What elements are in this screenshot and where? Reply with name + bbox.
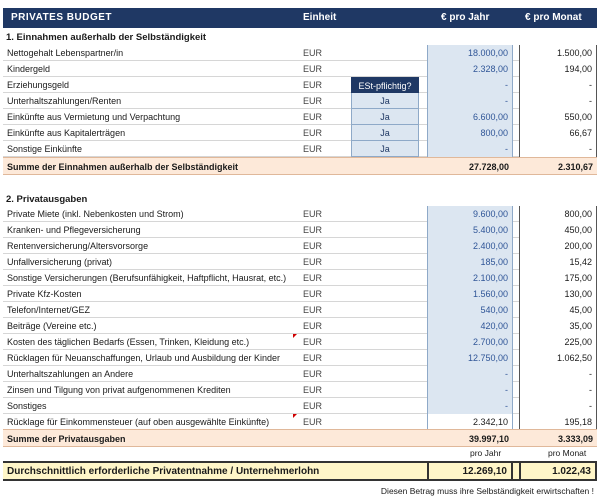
row-label: Unfallversicherung (privat) [7, 257, 113, 267]
row-label: Sonstige Versicherungen (Berufsunfähigkeit, Haftpflicht, Hausrat, etc.) [7, 273, 287, 283]
row-unit: EUR [303, 289, 323, 299]
month-value: 200,00 [519, 238, 597, 254]
row-unit: EUR [303, 112, 323, 122]
row-label: Sonstiges [7, 401, 47, 411]
table-row [3, 238, 597, 254]
est-select[interactable]: Ja [351, 125, 419, 141]
section-title-income: 1. Einnahmen außerhalb der Selbständigkeit [6, 32, 207, 43]
year-input[interactable]: 540,00 [427, 302, 513, 318]
row-unit: EUR [303, 96, 323, 106]
row-unit: EUR [303, 144, 323, 154]
row-label: Kosten des täglichen Bedarfs (Essen, Trinken, Kleidung etc.) [7, 337, 250, 347]
table-row [3, 318, 597, 334]
income-sum-year: 27.728,00 [468, 162, 509, 172]
column-header-year: € pro Jahr [441, 12, 490, 23]
year-input[interactable]: - [427, 382, 513, 398]
column-header-unit: Einheit [303, 12, 337, 23]
year-input[interactable]: 185,00 [427, 254, 513, 270]
table-row [3, 141, 597, 157]
table-header [3, 8, 597, 28]
row-label: Zinsen und Tilgung von privat aufgenommenen Krediten [7, 385, 231, 395]
per-year-label: pro Jahr [470, 448, 502, 458]
month-value: - [519, 77, 597, 93]
row-unit: EUR [303, 369, 323, 379]
month-value: - [519, 398, 597, 414]
table-row [3, 414, 597, 430]
row-unit: EUR [303, 321, 323, 331]
table-row [3, 45, 597, 61]
month-value: - [519, 382, 597, 398]
year-input[interactable]: 18.000,00 [427, 45, 513, 61]
year-input[interactable]: 5.400,00 [427, 222, 513, 238]
row-label: Nettogehalt Lebenspartner/in [7, 48, 124, 58]
row-unit: EUR [303, 385, 323, 395]
row-unit: EUR [303, 80, 323, 90]
month-value: 1.500,00 [519, 45, 597, 61]
column-header-month: € pro Monat [525, 12, 582, 23]
expense-sum-month: 3.333,09 [557, 434, 593, 444]
comment-indicator-icon[interactable] [293, 414, 297, 418]
section-title-expenses: 2. Privatausgaben [6, 194, 88, 205]
final-year: 12.269,10 [427, 463, 513, 479]
row-unit: EUR [303, 337, 323, 347]
table-row [3, 109, 597, 125]
month-value: 66,67 [519, 125, 597, 141]
income-sum-label: Summe der Einnahmen außerhalb der Selbständigkeit [7, 162, 239, 172]
expense-sum-label: Summe der Privatausgaben [7, 434, 126, 444]
year-input[interactable]: 9.600,00 [427, 206, 513, 222]
row-label: Sonstige Einkünfte [7, 144, 83, 154]
year-input[interactable]: 6.600,00 [427, 109, 513, 125]
year-input[interactable]: - [427, 77, 513, 93]
month-value: - [519, 93, 597, 109]
month-value: 550,00 [519, 109, 597, 125]
final-month: 1.022,43 [519, 463, 597, 479]
row-label: Kranken- und Pflegeversicherung [7, 225, 141, 235]
row-unit: EUR [303, 225, 323, 235]
month-value: - [519, 366, 597, 382]
row-unit: EUR [303, 241, 323, 251]
table-row [3, 222, 597, 238]
year-input[interactable]: 800,00 [427, 125, 513, 141]
month-value: 800,00 [519, 206, 597, 222]
row-label: Rentenversicherung/Altersvorsorge [7, 241, 149, 251]
year-input[interactable]: 420,00 [427, 318, 513, 334]
table-row [3, 61, 597, 77]
month-value: 195,18 [519, 414, 597, 430]
table-row [3, 270, 597, 286]
row-label: Rücklage für Einkommensteuer (auf oben ausgewählte Einkünfte) [7, 417, 270, 427]
table-row [3, 398, 597, 414]
row-label: Einkünfte aus Kapitalerträgen [7, 128, 126, 138]
year-input[interactable]: 2.400,00 [427, 238, 513, 254]
row-unit: EUR [303, 48, 323, 58]
year-input[interactable]: - [427, 141, 513, 157]
row-label: Rücklagen für Neuanschaffungen, Urlaub und Ausbildung der Kinder [7, 353, 281, 363]
month-value: 35,00 [519, 318, 597, 334]
year-input[interactable]: - [427, 366, 513, 382]
month-value: - [519, 141, 597, 157]
year-value: 2.342,10 [427, 414, 513, 430]
year-input[interactable]: 1.560,00 [427, 286, 513, 302]
est-select[interactable]: Ja [351, 109, 419, 125]
table-row [3, 350, 597, 366]
table-row [3, 366, 597, 382]
table-row [3, 206, 597, 222]
income-sum-row [3, 157, 597, 175]
month-value: 225,00 [519, 334, 597, 350]
month-value: 15,42 [519, 254, 597, 270]
month-value: 175,00 [519, 270, 597, 286]
footnote: Diesen Betrag muss ihre Selbständigkeit erwirtschaften ! [380, 486, 594, 496]
est-select[interactable]: Ja [351, 141, 419, 157]
table-row [3, 125, 597, 141]
row-unit: EUR [303, 209, 323, 219]
row-label: Private Kfz-Kosten [7, 289, 82, 299]
table-row [3, 254, 597, 270]
year-input[interactable]: 12.750,00 [427, 350, 513, 366]
row-unit: EUR [303, 401, 323, 411]
year-input[interactable]: 2.700,00 [427, 334, 513, 350]
row-label: Kindergeld [7, 64, 51, 74]
income-sum-month: 2.310,67 [557, 162, 593, 172]
month-value: 194,00 [519, 61, 597, 77]
year-input[interactable]: - [427, 398, 513, 414]
table-row [3, 286, 597, 302]
row-label: Private Miete (inkl. Nebenkosten und Strom) [7, 209, 184, 219]
row-label: Beiträge (Vereine etc.) [7, 321, 97, 331]
table-row [3, 77, 597, 93]
expense-sum-year: 39.997,10 [468, 434, 509, 444]
row-label: Telefon/Internet/GEZ [7, 305, 91, 315]
row-unit: EUR [303, 64, 323, 74]
row-unit: EUR [303, 305, 323, 315]
year-input[interactable]: 2.328,00 [427, 61, 513, 77]
row-unit: EUR [303, 257, 323, 267]
comment-indicator-icon[interactable] [293, 334, 297, 338]
month-value: 450,00 [519, 222, 597, 238]
month-value: 1.062,50 [519, 350, 597, 366]
table-row [3, 382, 597, 398]
page-title: PRIVATES BUDGET [11, 12, 113, 23]
table-row [3, 302, 597, 318]
month-value: 130,00 [519, 286, 597, 302]
est-header: ESt-pflichtig? [351, 77, 419, 93]
row-unit: EUR [303, 353, 323, 363]
table-row [3, 93, 597, 109]
row-label: Einkünfte aus Vermietung und Verpachtung [7, 112, 181, 122]
row-unit: EUR [303, 273, 323, 283]
row-unit: EUR [303, 128, 323, 138]
row-label: Erziehungsgeld [7, 80, 70, 90]
expense-sum-row [3, 429, 597, 447]
row-label: Unterhaltszahlungen/Renten [7, 96, 122, 106]
est-select[interactable]: Ja [351, 93, 419, 109]
year-input[interactable]: 2.100,00 [427, 270, 513, 286]
table-row [3, 334, 597, 350]
row-unit: EUR [303, 417, 323, 427]
per-month-label: pro Monat [548, 448, 587, 458]
month-value: 45,00 [519, 302, 597, 318]
final-row [3, 461, 597, 481]
row-label: Unterhaltszahlungen an Andere [7, 369, 134, 379]
final-label: Durchschnittlich erforderliche Privatentnahme / Unternehmerlohn [7, 466, 320, 477]
year-input[interactable]: - [427, 93, 513, 109]
